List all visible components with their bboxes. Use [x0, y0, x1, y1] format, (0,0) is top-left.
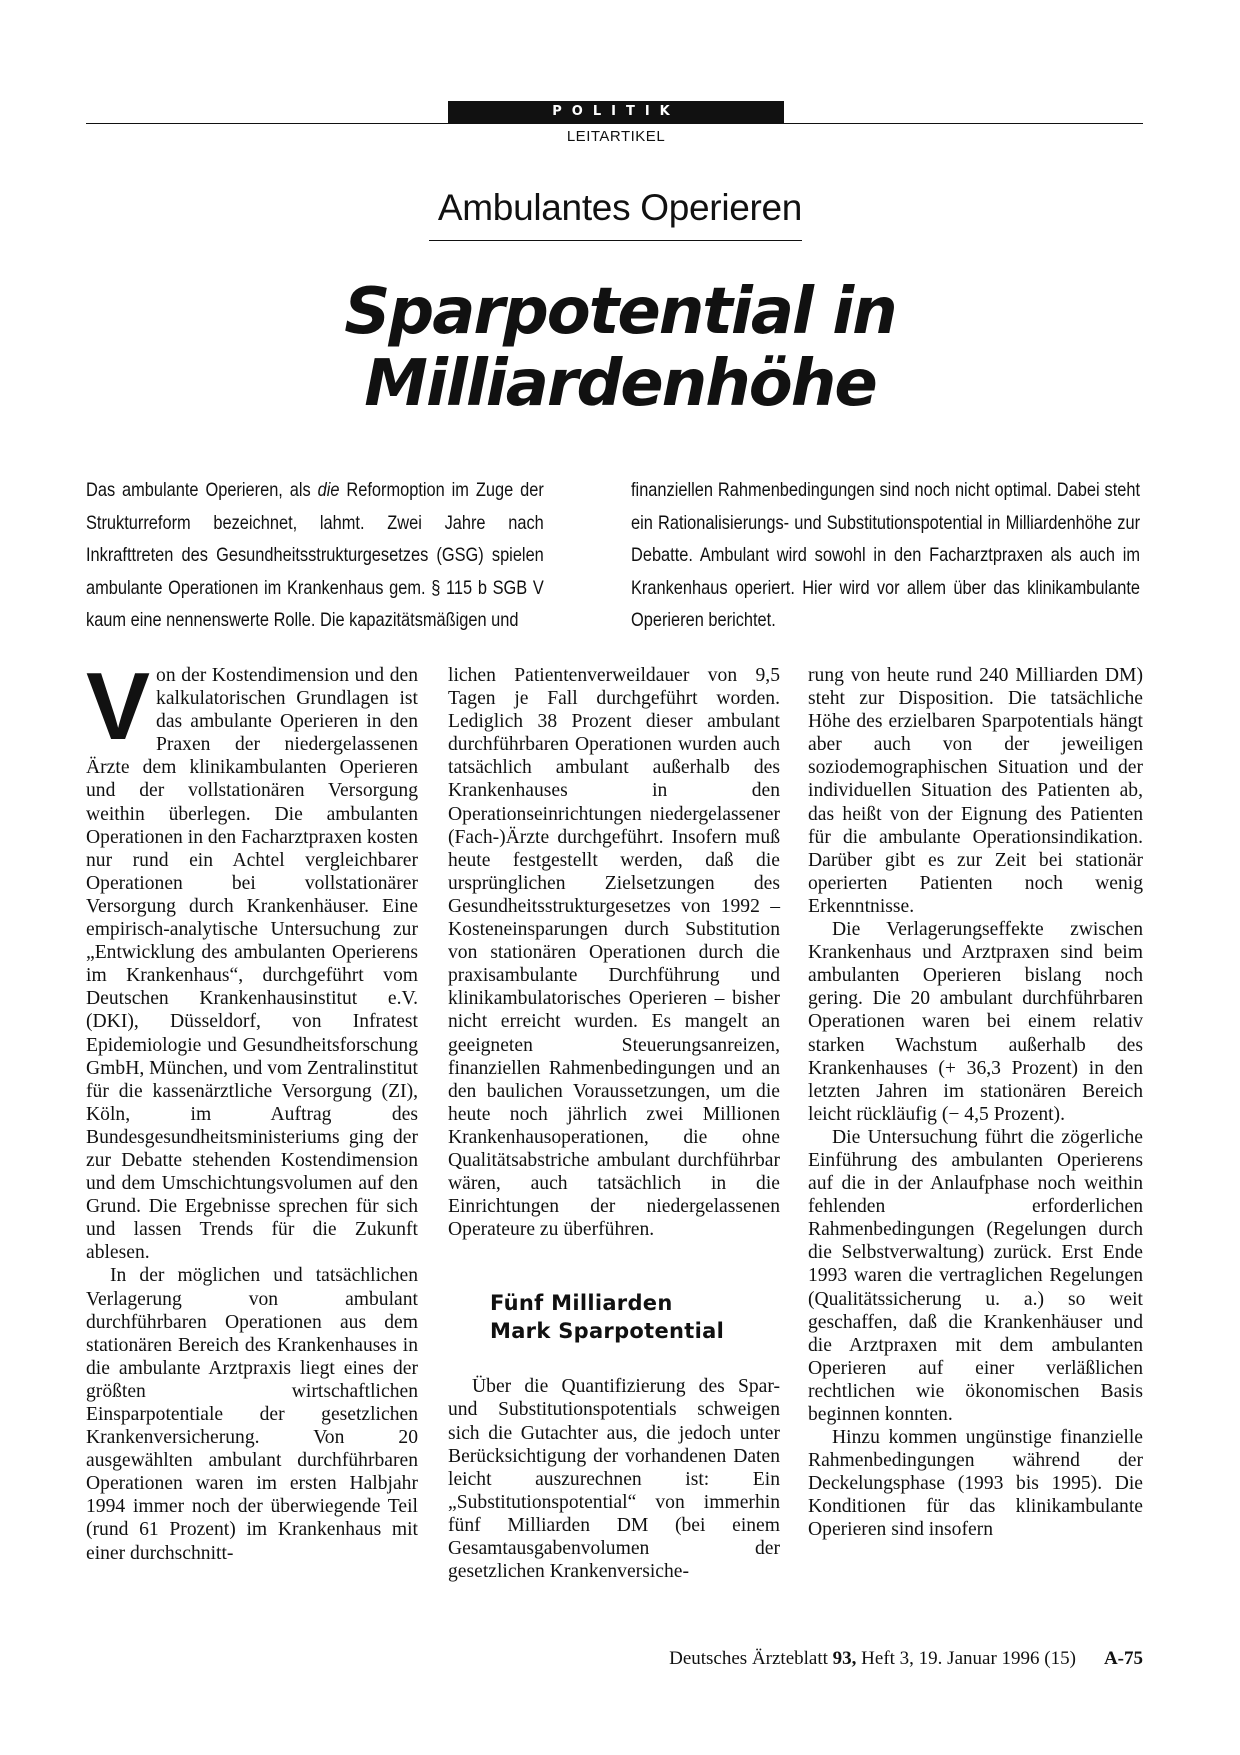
journal-name: Deutsches Ärzteblatt — [669, 1648, 833, 1669]
page-footer — [669, 1648, 1143, 1670]
lead-left-text-2: Reformoption im Zuge der Strukturreform bezeichnet, lahmt. Zwei Jahre nach Inkrafttreten des Gesundheitsstrukturgesetzes (GSG) spielen ambulante Operationen im Krankenhaus gem. § 115 b SGB V kaum eine nennenswerte Rolle. Die kapazitätsmäßigen und — [86, 479, 544, 631]
drop-cap: V — [86, 653, 151, 760]
lead-left-emphasis: die — [317, 479, 340, 501]
paragraph: Hinzu kommen ungünstige finanzielle Rahmenbedingungen während der Deckelungsphase (1993 bis 1995). Die Konditionen für das klinikambulante Operieren sind insofern — [808, 1427, 1143, 1541]
paragraph: Über die Quantifizierung des Spar- und Substitutionspotentials schweigen sich die Gutachter aus, die jedoch unter Berücksichtigung der vorhandenen Daten leicht auszurechnen ist: Ein „Substitutionspotential“ von immerhin fünf Milliarden DM (bei einem Gesamtausgabenvolumen der gesetzlichen Krankenversiche- — [448, 1376, 780, 1583]
subheading — [490, 1289, 780, 1345]
section-label: POLITIK — [448, 101, 784, 123]
paragraph — [86, 653, 418, 1264]
lead-right: finanziellen Rahmenbedingungen sind noch nicht optimal. Dabei steht ein Rationalisierungs- und Substitutionspotential in Milliardenhöhe zur Debatte. Ambulant wird sowohl in den Facharztpraxen als auch im Krankenhaus operiert. Hier wird vor allem über das klinikambulante Operieren berichtet. — [631, 479, 1141, 631]
headline-line-2: Milliardenhöhe — [364, 347, 876, 421]
lead-left — [86, 474, 544, 640]
paragraph: lichen Patientenverweildauer von 9,5 Tagen je Fall durchgeführt worden. Lediglich 38 Prozent dieser ambulant durchführbaren Operationen wurden auch tatsächlich ambulant außerhalb des Krankenhauses in den Operationseinrichtungen niedergelassener (Fach-)Ärzte durchgeführt. Insofern muß heute festgestellt werden, daß die ursprünglichen Zielsetzungen des Gesundheitsstrukturgesetzes von 1992 – Kosteneinsparungen durch Substitution von stationären Operationen durch die praxisambulante Durchführung und klinikambulatorisches Operieren – bisher nicht erreicht wurden. Es mangelt an geeigneten Steuerungsanreizen, finanziellen Rahmenbedingungen und an den baulichen Voraussetzungen, um die heute noch jährlich zwei Millionen Krankenhausoperationen, die ohne Qualitätsabstriche ambulant durchführbar wären, auch tatsächlich in die Einrichtungen der niedergelassenen Operateure zu überführen. — [448, 665, 780, 1241]
kicker-underline — [429, 240, 802, 241]
paragraph: rung von heute rund 240 Milliarden DM) steht zur Disposition. Die tatsächliche Höhe des erzielbaren Sparpotentials hängt aber auch von der jeweiligen soziodemographischen Situation und der individuellen Situation des Patienten ab, das heißt von der Eignung des Patienten für die ambulante Operationsindikation. Darüber gibt es zur Zeit bei stationär operierten Patienten noch wenig Erkenntnisse. — [808, 665, 1143, 917]
paragraph: In der möglichen und tatsächlichen Verlagerung von ambulant durchführbaren Operationen aus dem stationären Bereich des Krankenhauses in die ambulante Arztpraxis liegt eines der größten wirtschaftlichen Einsparpotentiale der gesetzlichen Krankenversicherung. Von 20 ausgewählten ambulant durchführbaren Operationen waren im ersten Halbjahr 1994 immer noch der überwiegende Teil (rund 61 Prozent) im Krankenhaus mit einer durchschnitt- — [86, 1265, 418, 1564]
paragraph-text: on der Kostendimension und den kalkulatorischen Grundlagen ist das ambulante Operieren in den Praxen der niedergelassenen Ärzte dem klinikambulanten Operieren und der vollstationären Versorgung weithin überlegen. Die ambulanten Operationen in den Facharztpraxen kosten nur rund ein Achtel vergleichbarer Operationen bei vollstationärer Versorgung durch Krankenhäuser. Eine empirisch-analytische Untersuchung zur „Entwicklung des ambulanten Operierens im Krankenhaus“, durchgeführt vom Deutschen Krankenhausinstitut e.V. (DKI), Düsseldorf, von Infratest Epidemiologie und Gesundheitsforschung GmbH, München, und vom Zentralinstitut für die kassenärztliche Versorgung (ZI), Köln, im Auftrag des Bundesgesundheitsministeriums ging der zur Debatte stehenden Kostendimension und dem Umschichtungsvolumen auf den Grund. Die Ergebnisse sprechen für sich und lassen Trends für die Zukunft ablesen. — [86, 665, 418, 1264]
headline-line-1: Sparpotential in — [344, 275, 896, 349]
article-headline — [0, 276, 1240, 420]
subsection-label: LEITARTIKEL — [566, 128, 666, 145]
body-column-1 — [86, 653, 418, 1565]
subheading-line-1: Fünf Milliarden — [490, 1291, 673, 1316]
body-column-2 — [448, 664, 780, 1583]
volume-number: 93, — [832, 1648, 857, 1669]
paragraph: Die Untersuchung führt die zögerliche Einführung des ambulanten Operierens auf die in der Anlaufphase noch weithin fehlenden erforderlichen Rahmenbedingungen (Regelungen durch die Selbstverwaltung) zurück. Erst Ende 1993 waren die vertraglichen Regelungen (Qualitätssicherung u. a.) so weit geschaffen, daß die Krankenhäuser und die Arztpraxen mit dem ambulanten Operieren auf einer verläßlichen rechtlichen wie ökonomischen Basis beginnen konnten. — [808, 1126, 1143, 1425]
body-column-3 — [808, 664, 1143, 1542]
issue-info: Heft 3, 19. Januar 1996 (15) — [856, 1648, 1076, 1669]
header-rule — [86, 123, 1143, 124]
subheading-line-2: Mark Sparpotential — [490, 1319, 725, 1344]
page-number: A-75 — [1103, 1648, 1143, 1669]
paragraph: Die Verlagerungseffekte zwischen Krankenhaus und Arztpraxen sind beim ambulanten Operieren bislang noch gering. Die 20 ambulant durchführbaren Operationen waren bei einem relativ starken Wachstum außerhalb des Krankenhauses (+ 36,3 Prozent) in den letzten Jahren im stationären Bereich leicht rückläufig (− 4,5 Prozent). — [808, 919, 1143, 1125]
lead-left-text-1: Das ambulante Operieren, als — [86, 479, 318, 501]
article-kicker: Ambulantes Operieren — [437, 187, 803, 228]
